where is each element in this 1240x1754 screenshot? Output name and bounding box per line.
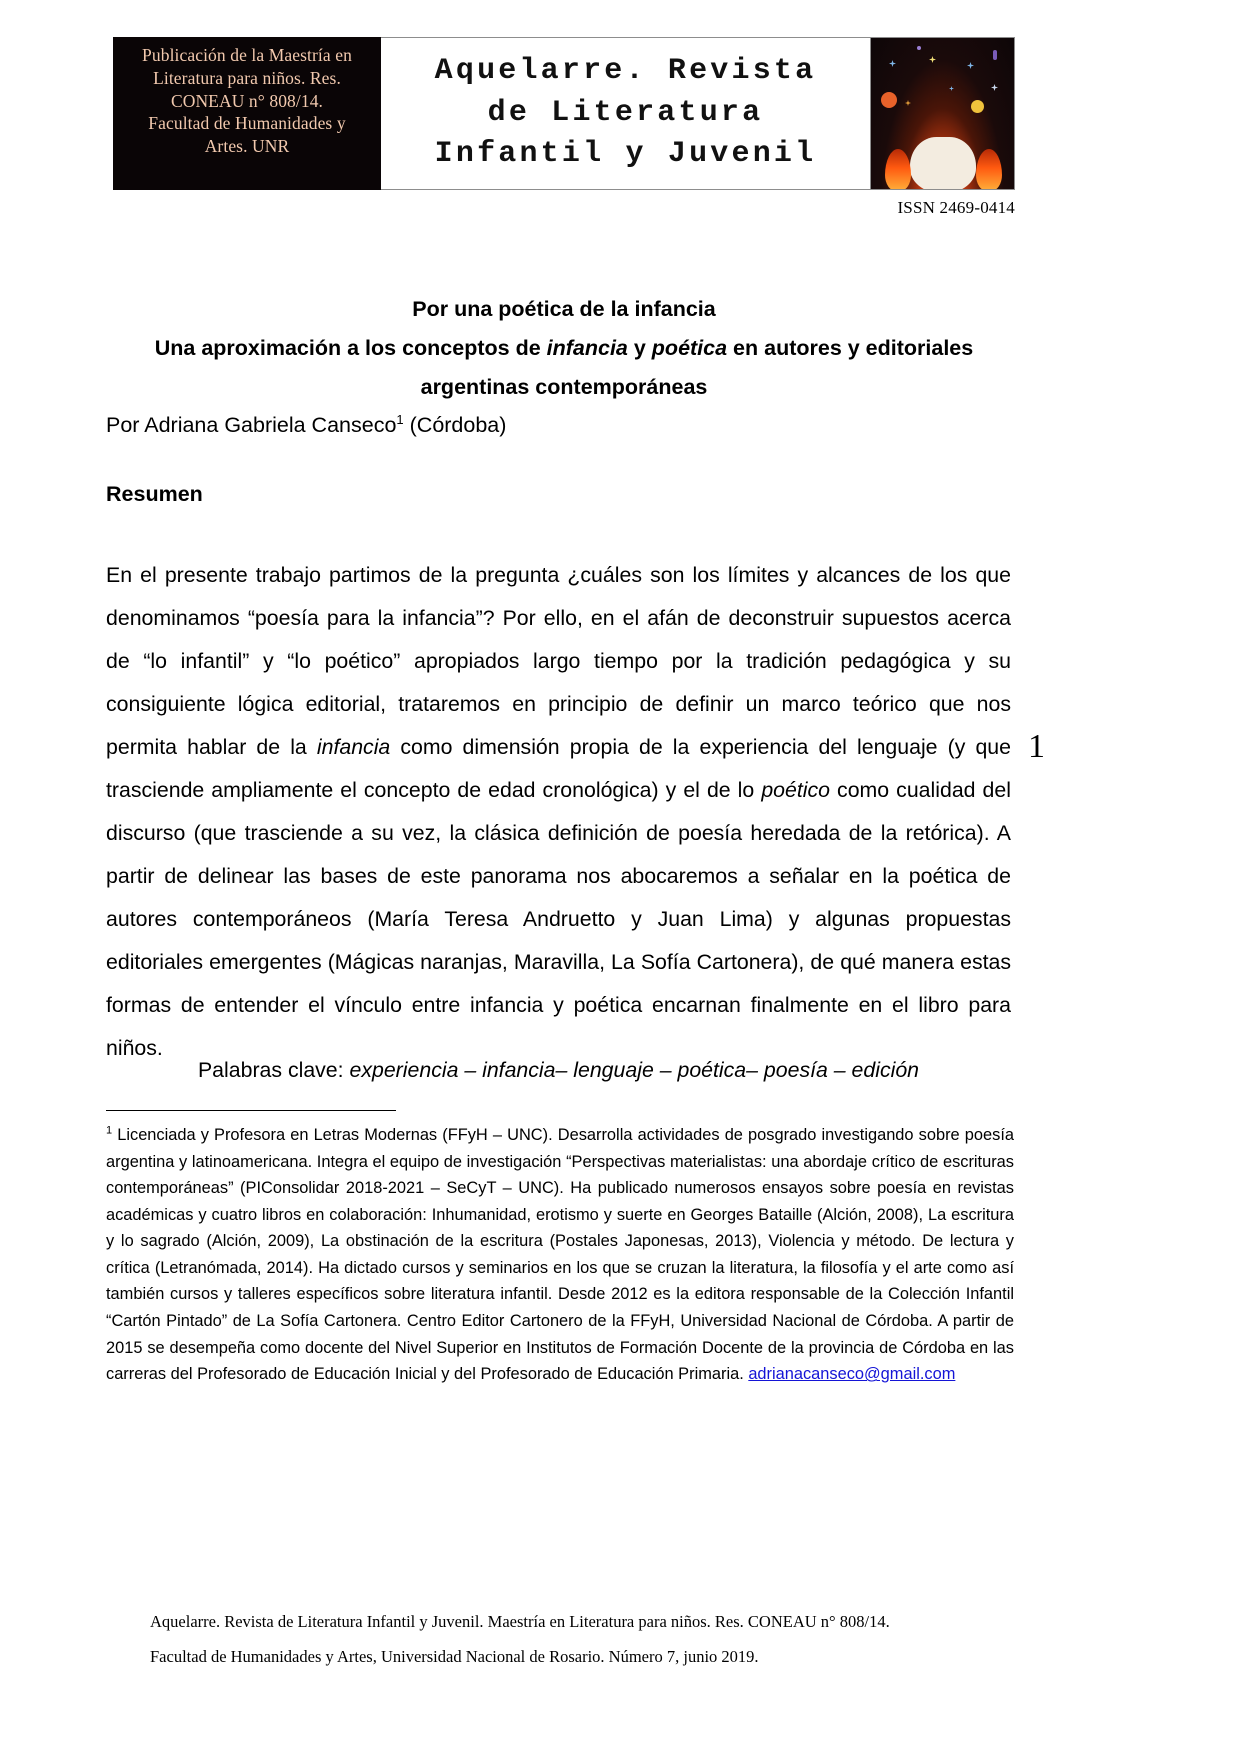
logo-cauldron-icon <box>910 137 976 190</box>
logo-speck <box>917 46 921 50</box>
keywords-label: Palabras clave: <box>197 1058 350 1082</box>
logo-speck <box>993 50 997 60</box>
footnote-marker: 1 <box>106 1124 113 1137</box>
journal-masthead <box>113 37 1015 190</box>
article-title-line-2 <box>113 329 1015 368</box>
footnote-body: Licenciada y Profesora en Letras Modernas (FFyH – UNC). Desarrolla actividades de posgrado investigando sobre poesía argentina y latinoamericana. Integra el equipo de investigación “Perspectivas materialistas: una abordaje crítico de escrituras contemporáneas” (PIConsolidar 2018-2021 – SeCyT – UNC). Ha publicado numerosos ensayos sobre poesía en revistas académicas y cuatro libros en colaboración: Inhumanidad, erotismo y suerte en Georges Bataille (Alción, 2008), La escritura y lo sagrado (Alción, 2009), La obstinación de la escritura (Postales Japonesas, 2013), Violencia y método. De lectura y crítica (Letranómada, 2014). Ha dictado cursos y seminarios en los que se cruzan la literatura, la filosofía y el arte como así también cursos y talleres específicos sobre literatura infantil. Desde 2012 es la editora responsable de la Colección Infantil “Cartón Pintado” de La Sofía Cartonera. Centro Editor Cartonero de la FFyH, Universidad Nacional de Córdoba. A partir de 2015 se desempeña como docente del Nivel Superior en Institutos de Formación Docente de la provincia de Córdoba en las carreras del Profesorado de Educación Inicial y del Profesorado de Educación Primaria. <box>106 1126 1014 1384</box>
abstract-italic-infancia: infancia <box>316 735 391 760</box>
keywords-line <box>106 1058 1011 1083</box>
footnote-separator-rule <box>106 1110 396 1111</box>
logo-planet-icon <box>971 100 984 113</box>
abstract-paragraph <box>106 554 1011 1070</box>
logo-planet-icon <box>881 92 897 108</box>
masthead-title-line-1: Aquelarre. Revista <box>434 54 817 89</box>
title-italic-poetica: poética <box>651 336 728 361</box>
masthead-accreditation-line-2: Literatura para niños. Res. <box>153 67 341 88</box>
author-location: (Córdoba) <box>403 413 507 437</box>
article-title-line-3: argentinas contemporáneas <box>420 375 708 400</box>
article-title <box>113 290 1015 407</box>
masthead-title-line-2: de Literatura <box>487 95 764 130</box>
article-title-line-1: Por una poética de la infancia <box>412 297 716 321</box>
abstract-seg-1: En el presente trabajo partimos de la pregunta ¿cuáles son los límites y alcances de los que denominamos “poesía para la infancia”? Por ello, en el afán de deconstruir supuestos acerca de “lo infantil” y “lo poético” apropiados largo tiempo por la tradición pedagógica y su consiguiente lógica editorial, trataremos en principio de definir un marco teórico que nos permita hablar de la <box>106 563 1011 760</box>
masthead-accreditation-line-3: CONEAU n° 808/14. <box>170 90 324 111</box>
title-seg-b: y <box>627 336 652 361</box>
masthead-title-line-3: Infantil y Juvenil <box>434 137 817 172</box>
abstract-seg-3: como cualidad del discurso (que trasciende a su vez, la clásica definición de poesía heredada de la retórica). A partir de delinear las bases de este panorama nos abocaremos a señalar en la poética de autores contemporáneos (María Teresa Andruetto y Juan Lima) y algunas propuestas editoriales emergentes (Mágicas naranjas, Maravilla, La Sofía Cartonera), de qué manera estas formas de entender el vínculo entre infancia y poética encarnan finalmente en el libro para niños. <box>106 778 1011 1061</box>
section-heading-resumen: Resumen <box>106 482 203 506</box>
issn-label: ISSN 2469-0414 <box>897 198 1015 217</box>
masthead-accreditation-line-5: Artes. UNR <box>204 136 290 156</box>
title-seg-c: en autores y editoriales <box>727 336 974 361</box>
title-seg-a: Una aproximación a los conceptos de <box>154 336 547 361</box>
footer-citation-line-1: Aquelarre. Revista de Literatura Infantil y Juvenil. Maestría en Literatura para niños. Res. CONEAU n° 808/14. <box>150 1612 890 1631</box>
abstract-seg-2: como dimensión propia de la experiencia del lenguaje (y que trasciende ampliamente el concepto de edad cronológica) y el de lo <box>106 735 1011 803</box>
author-footnote-marker: 1 <box>396 411 404 427</box>
footnote-text <box>106 1122 1014 1388</box>
page-footer-citation <box>150 1605 985 1674</box>
masthead-accreditation-box <box>113 37 381 190</box>
author-email-link[interactable]: adrianacanseco@gmail.com <box>748 1365 956 1384</box>
author-byline <box>106 408 506 442</box>
journal-logo-icon <box>870 37 1015 190</box>
footer-citation-line-2: Facultad de Humanidades y Artes, Universidad Nacional de Rosario. Número 7, junio 2019. <box>150 1646 759 1666</box>
masthead-accreditation-line-1: Publicación de la Maestría en <box>142 45 352 65</box>
abstract-italic-poetico: poético <box>761 778 830 803</box>
page-number: 1 <box>1028 728 1045 765</box>
masthead-accreditation-line-4: Facultad de Humanidades y <box>148 113 346 134</box>
keywords-terms: experiencia – infancia– lenguaje – poética– poesía – edición <box>349 1058 920 1082</box>
masthead-journal-title <box>381 37 870 190</box>
title-italic-infancia: infancia <box>546 336 628 361</box>
author-name: Por Adriana Gabriela Canseco <box>106 413 397 437</box>
